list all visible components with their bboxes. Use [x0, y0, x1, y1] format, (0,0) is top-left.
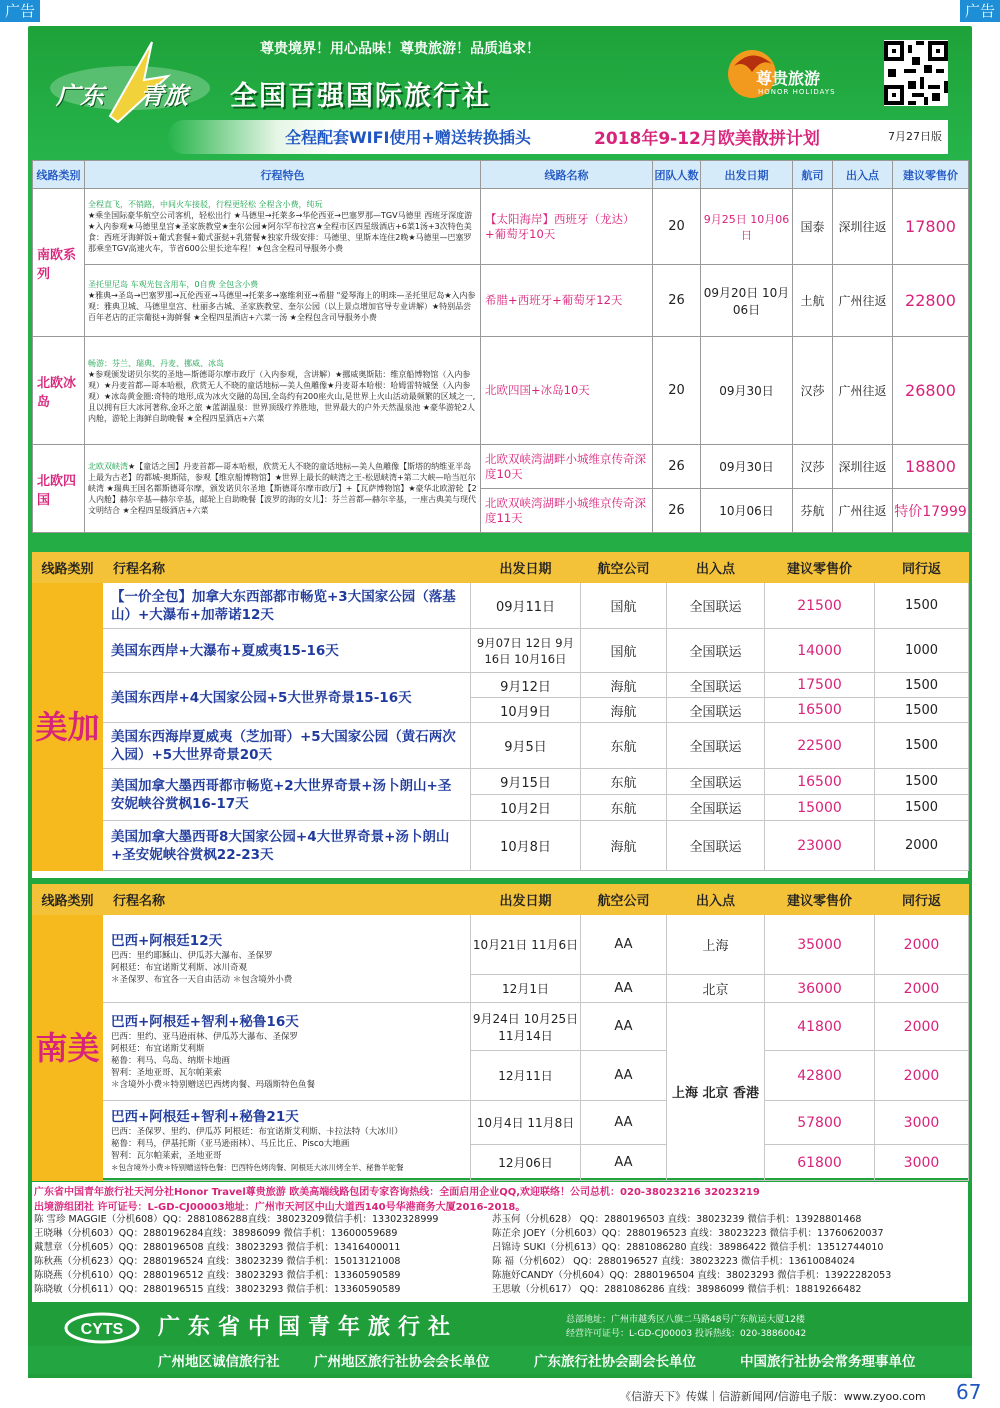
route-detail: 巴西：里约、亚马逊雨林、伊瓜苏大瀑布、圣保罗 [111, 1031, 299, 1042]
price: 18800 [893, 445, 969, 489]
page-number: 67 [956, 1380, 982, 1404]
svg-text:CYTS: CYTS [80, 1321, 124, 1338]
depart-date: 9月5日 [471, 723, 581, 769]
col-date: 出发日期 [701, 161, 793, 189]
airline: 汉莎 [793, 337, 833, 445]
airline: 东航 [581, 723, 667, 769]
contact-item: 陈晓敏（分机611）QQ：2880196515 直线：38023293 微信手机：13360590589 [34, 1284, 401, 1295]
price: 16500 [765, 769, 875, 795]
feature-head: 圣托里尼岛 车观光包含用车，0自费 全包含小费 [88, 279, 259, 289]
price: 15000 [765, 795, 875, 821]
col-airline: 航空公司 [581, 553, 667, 583]
feature-cell [85, 337, 481, 445]
feature-head: 畅游：芬兰、瑞典、丹麦、挪威、冰岛 [88, 358, 224, 368]
col-route: 线路名称 [481, 161, 653, 189]
ad-label-left: 广告 [0, 0, 40, 22]
col-category: 线路类别 [33, 885, 103, 915]
feature-text: ★雅典→圣岛→巴塞罗那→瓦伦西亚→马德里→托莱多→塞维利亚→希腊 "爱琴海上的明珠—圣托里尼岛★入内参观：雅典卫城、马德里皇宫、杜丽多古城、圣家族教堂、奎尔公园（以上景点增加官导专业讲解）★特别品尝百年老店的正宗葡挞+海鲜餐 ★全程四星酒店+六菜一汤 ★全程包含司导服务小费 [88, 290, 476, 322]
feature-text: ★【童话之国】丹麦首都—哥本哈根，欣赏无人不晓的童话地标—美人鱼雕像【斯塔的纳维亚半岛上最为古老】的都城-奥斯陆，参观【维京船博物馆】★世界上最长的峡湾之王-松恩峡湾+第二大峡—哈当厄尔峡湾 ★瑞典王国名都斯德哥尔摩，颁发诺贝尔圣地【斯德哥尔摩市政厅】+【瓦萨博物馆】★豪华北欧游轮【2人内舱】赫尔辛基—赫尔辛基，邮轮上自助晚餐【波罗的海的女儿】：芬兰首都—赫尔辛基，一座古典美与现代文明结合 ★全程四星级酒店+六菜 [88, 462, 477, 515]
price: 35000 [765, 915, 875, 975]
feature-head: 全程直飞，不销路，中间火车接驳，行程更轻松 全程含小费，纯玩 [88, 200, 323, 209]
port: 全国联运 [667, 769, 765, 795]
contact-headline: 广东省中国青年旅行社天河分社Honor Travel尊贵旅游 欧美高端线路包团专家咨询热线：全面启用企业QQ,欢迎联络！公司总机：020-38023216 32023219 [34, 1187, 760, 1198]
col-date: 出发日期 [471, 553, 581, 583]
group-count: 26 [653, 445, 701, 489]
route-detail: ＊包含境外小费＊特别赠送特色餐：巴西特色烤肉餐、阿根廷大冰川烤全羊、秘鲁羊驼餐 [111, 1162, 404, 1172]
col-category: 线路类别 [33, 553, 103, 583]
rebate: 1000 [875, 629, 969, 673]
version-label: 7月27日版 [888, 130, 942, 143]
rebate: 3000 [875, 1101, 969, 1145]
category-cell: 北欧冰岛 [33, 337, 85, 445]
airline: 土航 [793, 265, 833, 337]
contact-item: 吕锦诗 SUKI（分机613）QQ：2881086280 直线：38986422 微信手机：13512744010 [492, 1242, 884, 1253]
honor-en: HONOR HOLIDAYS [758, 88, 836, 96]
route-name: 巴西+阿根廷+智利+秘鲁16天 [111, 1013, 299, 1030]
table-row [33, 1003, 969, 1051]
airline: 国航 [581, 629, 667, 673]
depart-date: 9月07日 12日 9月16日 10月16日 [471, 629, 581, 673]
rebate: 1500 [875, 769, 969, 795]
table-row [33, 265, 969, 337]
col-category: 线路类别 [33, 161, 85, 189]
route-detail: 智利：瓦尔帕莱索，圣地亚哥 [111, 1150, 222, 1161]
col-route: 行程名称 [103, 885, 471, 915]
route-detail: ＊含境外小费＊特别赠送巴西烤肉餐、玛瑙斯特色鱼餐 [111, 1079, 316, 1090]
rebate: 2000 [875, 915, 969, 975]
feature-cell [85, 189, 481, 265]
contact-item: 王晓琳（分机603）QQ：2880196284直线：38986099 微信手机：13600059689 [34, 1228, 398, 1239]
depart-date: 09月30日 [701, 445, 793, 489]
contact-item: 陈施妤CANDY（分机604）QQ：2880196504 直线：38023293 微信手机：13922282053 [492, 1270, 892, 1281]
rebate: 1500 [875, 583, 969, 629]
price: 特价17999 [893, 489, 969, 533]
category-cell: 南美 [33, 915, 103, 1181]
airline: 东航 [581, 769, 667, 795]
license-line: 出境游组团社 许可证号：L-GD-CJ00003地址：广州市天河区中山大道西140号华港商务大厦2016-2018。 [34, 1202, 526, 1213]
airline: 海航 [581, 673, 667, 698]
port: 深圳往返 [833, 445, 893, 489]
port: 全国联运 [667, 583, 765, 629]
depart-date: 12月1日 [471, 975, 581, 1003]
logo-text-1: 广东 [56, 82, 104, 110]
logo-text-2: 青旅 [140, 82, 188, 110]
port: 全国联运 [667, 673, 765, 698]
port: 广州往返 [833, 265, 893, 337]
route-name: 巴西+阿根廷+智利+秘鲁21天 [111, 1108, 299, 1125]
america-table [32, 552, 969, 871]
price: 36000 [765, 975, 875, 1003]
port: 全国联运 [667, 821, 765, 871]
cyts-footer-logo [62, 1308, 142, 1348]
col-port: 出入点 [833, 161, 893, 189]
airline: AA [581, 1003, 667, 1051]
route-name: 美国东西海岸夏威夷（芝加哥）+5大国家公园（黄石两次入园）+5大世界奇景20天 [103, 723, 471, 769]
footer-addr-2: 经营许可证号：L-GD-CJ00003 投诉热线：020-38860042 [566, 1329, 807, 1339]
route-name: 北欧双峡湾湖畔小城维京传奇深度10天 [481, 445, 653, 489]
contact-item: 王思敏（分机617） QQ：2881086286 直线：38986099 微信手机：18819266482 [492, 1284, 862, 1295]
table-row [33, 723, 969, 769]
plan-title: 2018年9-12月欧美散拼计划 [594, 129, 820, 149]
airline: AA [581, 1051, 667, 1101]
rebate: 2000 [875, 821, 969, 871]
sa-header-row [33, 885, 969, 915]
price: 42800 [765, 1051, 875, 1101]
category-cell: 美加 [33, 583, 103, 871]
col-feature: 行程特色 [85, 161, 481, 189]
port: 北京 [667, 975, 765, 1003]
airline: 东航 [581, 795, 667, 821]
price: 17800 [893, 189, 969, 265]
route-name: 巴西+阿根廷12天 [111, 932, 223, 949]
route-name: 美国东西岸+大瀑布+夏威夷15-16天 [103, 629, 471, 673]
category-cell: 南欧系列 [33, 189, 85, 337]
depart-date: 10月8日 [471, 821, 581, 871]
table-row [33, 1101, 969, 1145]
route-name: 【太阳海岸】西班牙（龙达）+葡萄牙10天 [481, 189, 653, 265]
depart-date: 09月11日 [471, 583, 581, 629]
group-count: 20 [653, 337, 701, 445]
route-name: 希腊+西班牙+葡萄牙12天 [481, 265, 653, 337]
rebate: 1500 [875, 723, 969, 769]
rebate: 2000 [875, 975, 969, 1003]
footer-org: 广东省中国青年旅行社 [158, 1315, 459, 1340]
route-detail: ＊圣保罗、布宜各一天自由活动 ＊包含境外小费 [111, 974, 293, 985]
depart-date: 9月25日 10月06日 [701, 189, 793, 265]
route-cell [103, 915, 471, 1003]
ad-label-right: 广告 [960, 0, 1000, 22]
airline: AA [581, 915, 667, 975]
honor-logo [722, 44, 872, 104]
feature-text: ★参观颁发诺贝尔奖的圣地—斯德哥尔摩市政厅（入内参观，含讲解）★挪威奥斯陆：维京船博物馆（入内参观）★丹麦首都—哥本哈根，欣赏无人不晓的童话地标—美人鱼雕像★丹麦哥本哈根：哈姆雷特城堡（入内参观）★冰岛黄金圈:奇特的地形,成为冰火交融的岛国,全岛约有200座火山,是世界上火山活动最频繁的区域之一,且以拥有巨大冰河著称,金环之旅 ★蓝湖温泉：世界顶级疗养胜地，世界最大的户外天然温泉池 ★豪华游轮2人内舱，游轮上海鲜自助晚餐 ★全程四星酒店+六菜 [88, 369, 476, 423]
table-row [33, 337, 969, 445]
airline: 海航 [581, 698, 667, 723]
route-detail: 巴西：里约耶稣山、伊瓜苏大瀑布、圣保罗 [111, 950, 273, 961]
col-port: 出入点 [667, 553, 765, 583]
depart-date: 10月21日 11月6日 [471, 915, 581, 975]
airline: 海航 [581, 821, 667, 871]
port: 全国联运 [667, 723, 765, 769]
price: 16500 [765, 698, 875, 723]
route-name: 【一价全包】加拿大东西部都市畅览+3大国家公园（落基山）+大瀑布+加蒂诺12天 [103, 583, 471, 629]
group-count: 26 [653, 265, 701, 337]
contact-item: 陈秋燕（分机623）QQ：2880196524 直线：38023239 微信手机：15013121008 [34, 1256, 401, 1267]
footer-address [566, 1313, 806, 1341]
table-row [33, 445, 969, 489]
footer-tag: 广州地区旅行社协会会长单位 [314, 1354, 490, 1370]
port: 广州往返 [833, 337, 893, 445]
route-detail: 智利：圣地亚哥、瓦尔帕莱索 [111, 1067, 222, 1078]
footer-tag: 中国旅行社协会常务理事单位 [740, 1354, 916, 1370]
contact-item: 陈芷余 JOEY（分机603）QQ：2880196523 直线：38023223 微信手机：13760620037 [492, 1228, 884, 1239]
depart-date: 9月24日 10月25日 11月14日 [471, 1003, 581, 1051]
route-name: 美国加拿大墨西哥8大国家公园+4大世界奇景+汤卜朗山+圣安妮峡谷赏枫22-23天 [103, 821, 471, 871]
depart-date: 9月12日 [471, 673, 581, 698]
port: 全国联运 [667, 698, 765, 723]
route-cell [103, 1101, 471, 1181]
route-name: 美国加拿大墨西哥都市畅览+2大世界奇景+汤卜朗山+圣安妮峡谷赏枫16-17天 [103, 769, 471, 821]
col-port: 出入点 [667, 885, 765, 915]
airline: 国泰 [793, 189, 833, 265]
price: 22500 [765, 723, 875, 769]
publication-line: 《信游天下》传媒｜信游新闻网/信游电子版：www.zyoo.com [620, 1390, 926, 1403]
table-row [33, 821, 969, 871]
depart-date: 10月9日 [471, 698, 581, 723]
airline: 国航 [581, 583, 667, 629]
port: 上海 北京 香港 [667, 1003, 765, 1181]
table-row [33, 629, 969, 673]
contact-item: 苏玉何（分机628） QQ：2880196503 直线：38023239 微信手机：13928801468 [492, 1214, 862, 1225]
col-price: 建议零售价 [765, 553, 875, 583]
col-rebate: 同行返 [875, 553, 969, 583]
contact-item: 陈 雪珍 MAGGIE（分机608）QQ：2881086288直线：38023209微信手机：13302328999 [34, 1214, 439, 1225]
table-row [33, 915, 969, 975]
depart-date: 12月06日 [471, 1145, 581, 1181]
group-count: 26 [653, 489, 701, 533]
depart-date: 10月06日 [701, 489, 793, 533]
col-count: 团队人数 [653, 161, 701, 189]
col-price: 建议零售价 [893, 161, 969, 189]
rebate: 3000 [875, 1145, 969, 1181]
southamerica-section [32, 884, 968, 1178]
europe-header-row [33, 161, 969, 189]
feature-head: 北欧双峡湾 [88, 462, 128, 471]
route-name: 美国东西岸+4大国家公园+5大世界奇景15-16天 [103, 673, 471, 723]
feature-text: ★乘坐国际豪华航空公司客机，轻松出行 ★马德里→托莱多→华伦西亚→巴塞罗那—TGV马德里 西班牙深度游★入内参观★马德里皇宫★圣家族教堂★奎尔公园★阿尔罕布拉宫★全程市区四星级酒店+6菜1汤+3次特色美食：西班牙海鲜饭+葡式套餐+葡式蛋挞+乳猪餐★独家升级安排：马德里、里斯本连住2晚★马德里—巴塞罗那乘坐TGV高速火车，节省600公里长途车程！★包含全程司导服务小费 [88, 211, 473, 253]
feature-cell [85, 445, 481, 533]
airline: AA [581, 1101, 667, 1145]
route-detail: 阿根廷：布宜诺斯艾利斯 [111, 1043, 205, 1054]
wifi-line: 全程配套WIFI使用+赠送转换插头 [285, 128, 531, 147]
page-title: 全国百强国际旅行社 [230, 81, 491, 112]
port: 深圳往返 [833, 189, 893, 265]
port: 上海 [667, 915, 765, 975]
rebate: 1500 [875, 795, 969, 821]
table-row [33, 673, 969, 698]
depart-date: 09月20日 10月06日 [701, 265, 793, 337]
honor-name: 尊贵旅游 [756, 69, 821, 88]
airline: 芬航 [793, 489, 833, 533]
port: 全国联运 [667, 795, 765, 821]
airline: 汉莎 [793, 445, 833, 489]
col-rebate: 同行返 [875, 885, 969, 915]
table-row [33, 189, 969, 265]
price: 14000 [765, 629, 875, 673]
rebate: 2000 [875, 1003, 969, 1051]
price: 22800 [893, 265, 969, 337]
col-date: 出发日期 [471, 885, 581, 915]
price: 57800 [765, 1101, 875, 1145]
footer-tag: 广东旅行社协会副会长单位 [534, 1354, 696, 1370]
depart-date: 12月11日 [471, 1051, 581, 1101]
price: 21500 [765, 583, 875, 629]
contact-item: 陈 福（分机602） QQ：2880196527 直线：38023223 微信手机：13610084024 [492, 1256, 855, 1267]
southamerica-table [32, 884, 969, 1181]
qr-code [884, 40, 948, 106]
feature-cell [85, 265, 481, 337]
route-detail: 秘鲁：利马，伊基托斯（亚马逊雨林）、马丘比丘、Pisco大地画 [111, 1138, 350, 1149]
america-section [32, 552, 968, 878]
price: 26800 [893, 337, 969, 445]
america-header-row [33, 553, 969, 583]
rebate: 1500 [875, 698, 969, 723]
col-airline: 航司 [793, 161, 833, 189]
depart-date: 10月4日 11月8日 [471, 1101, 581, 1145]
table-row [33, 769, 969, 795]
cyts-logo [48, 36, 218, 124]
rebate: 2000 [875, 1051, 969, 1101]
col-airline: 航空公司 [581, 885, 667, 915]
price: 41800 [765, 1003, 875, 1051]
route-detail: 巴西：圣保罗、里约、伊瓜苏 阿根廷：布宜诺斯艾利斯、卡拉法特（大冰川） [111, 1126, 403, 1137]
route-detail: 秘鲁：利马、鸟岛、纳斯卡地画 [111, 1055, 231, 1066]
route-detail: 阿根廷：布宜诺斯艾利斯、冰川奇观 [111, 962, 248, 973]
port: 全国联运 [667, 629, 765, 673]
route-cell [103, 1003, 471, 1101]
group-count: 20 [653, 189, 701, 265]
airline: AA [581, 975, 667, 1003]
route-name: 北欧四国+冰岛10天 [481, 337, 653, 445]
depart-date: 09月30日 [701, 337, 793, 445]
contact-item: 陈晓燕（分机610）QQ：2880196512 直线：38023293 微信手机：13360590589 [34, 1270, 401, 1281]
rebate: 1500 [875, 673, 969, 698]
route-name: 北欧双峡湾湖畔小城维京传奇深度11天 [481, 489, 653, 533]
price: 17500 [765, 673, 875, 698]
col-price: 建议零售价 [765, 885, 875, 915]
category-cell: 北欧四国 [33, 445, 85, 533]
slogan: 尊贵境界！用心品味！尊贵旅游！品质追求！ [260, 41, 540, 57]
col-route: 行程名称 [103, 553, 471, 583]
footer-addr-1: 总部地址：广州市越秀区八旗二马路48号广东航运大厦12楼 [566, 1315, 805, 1325]
depart-date: 10月2日 [471, 795, 581, 821]
contact-item: 戴慧章（分机605）QQ：2880196508 直线：38023293 微信手机：13416400011 [34, 1242, 401, 1253]
footer-tag: 广州地区诚信旅行社 [158, 1354, 280, 1370]
port: 广州往返 [833, 489, 893, 533]
airline: AA [581, 1145, 667, 1181]
table-row [33, 583, 969, 629]
price: 23000 [765, 821, 875, 871]
price: 61800 [765, 1145, 875, 1181]
europe-table [32, 160, 969, 533]
depart-date: 9月15日 [471, 769, 581, 795]
